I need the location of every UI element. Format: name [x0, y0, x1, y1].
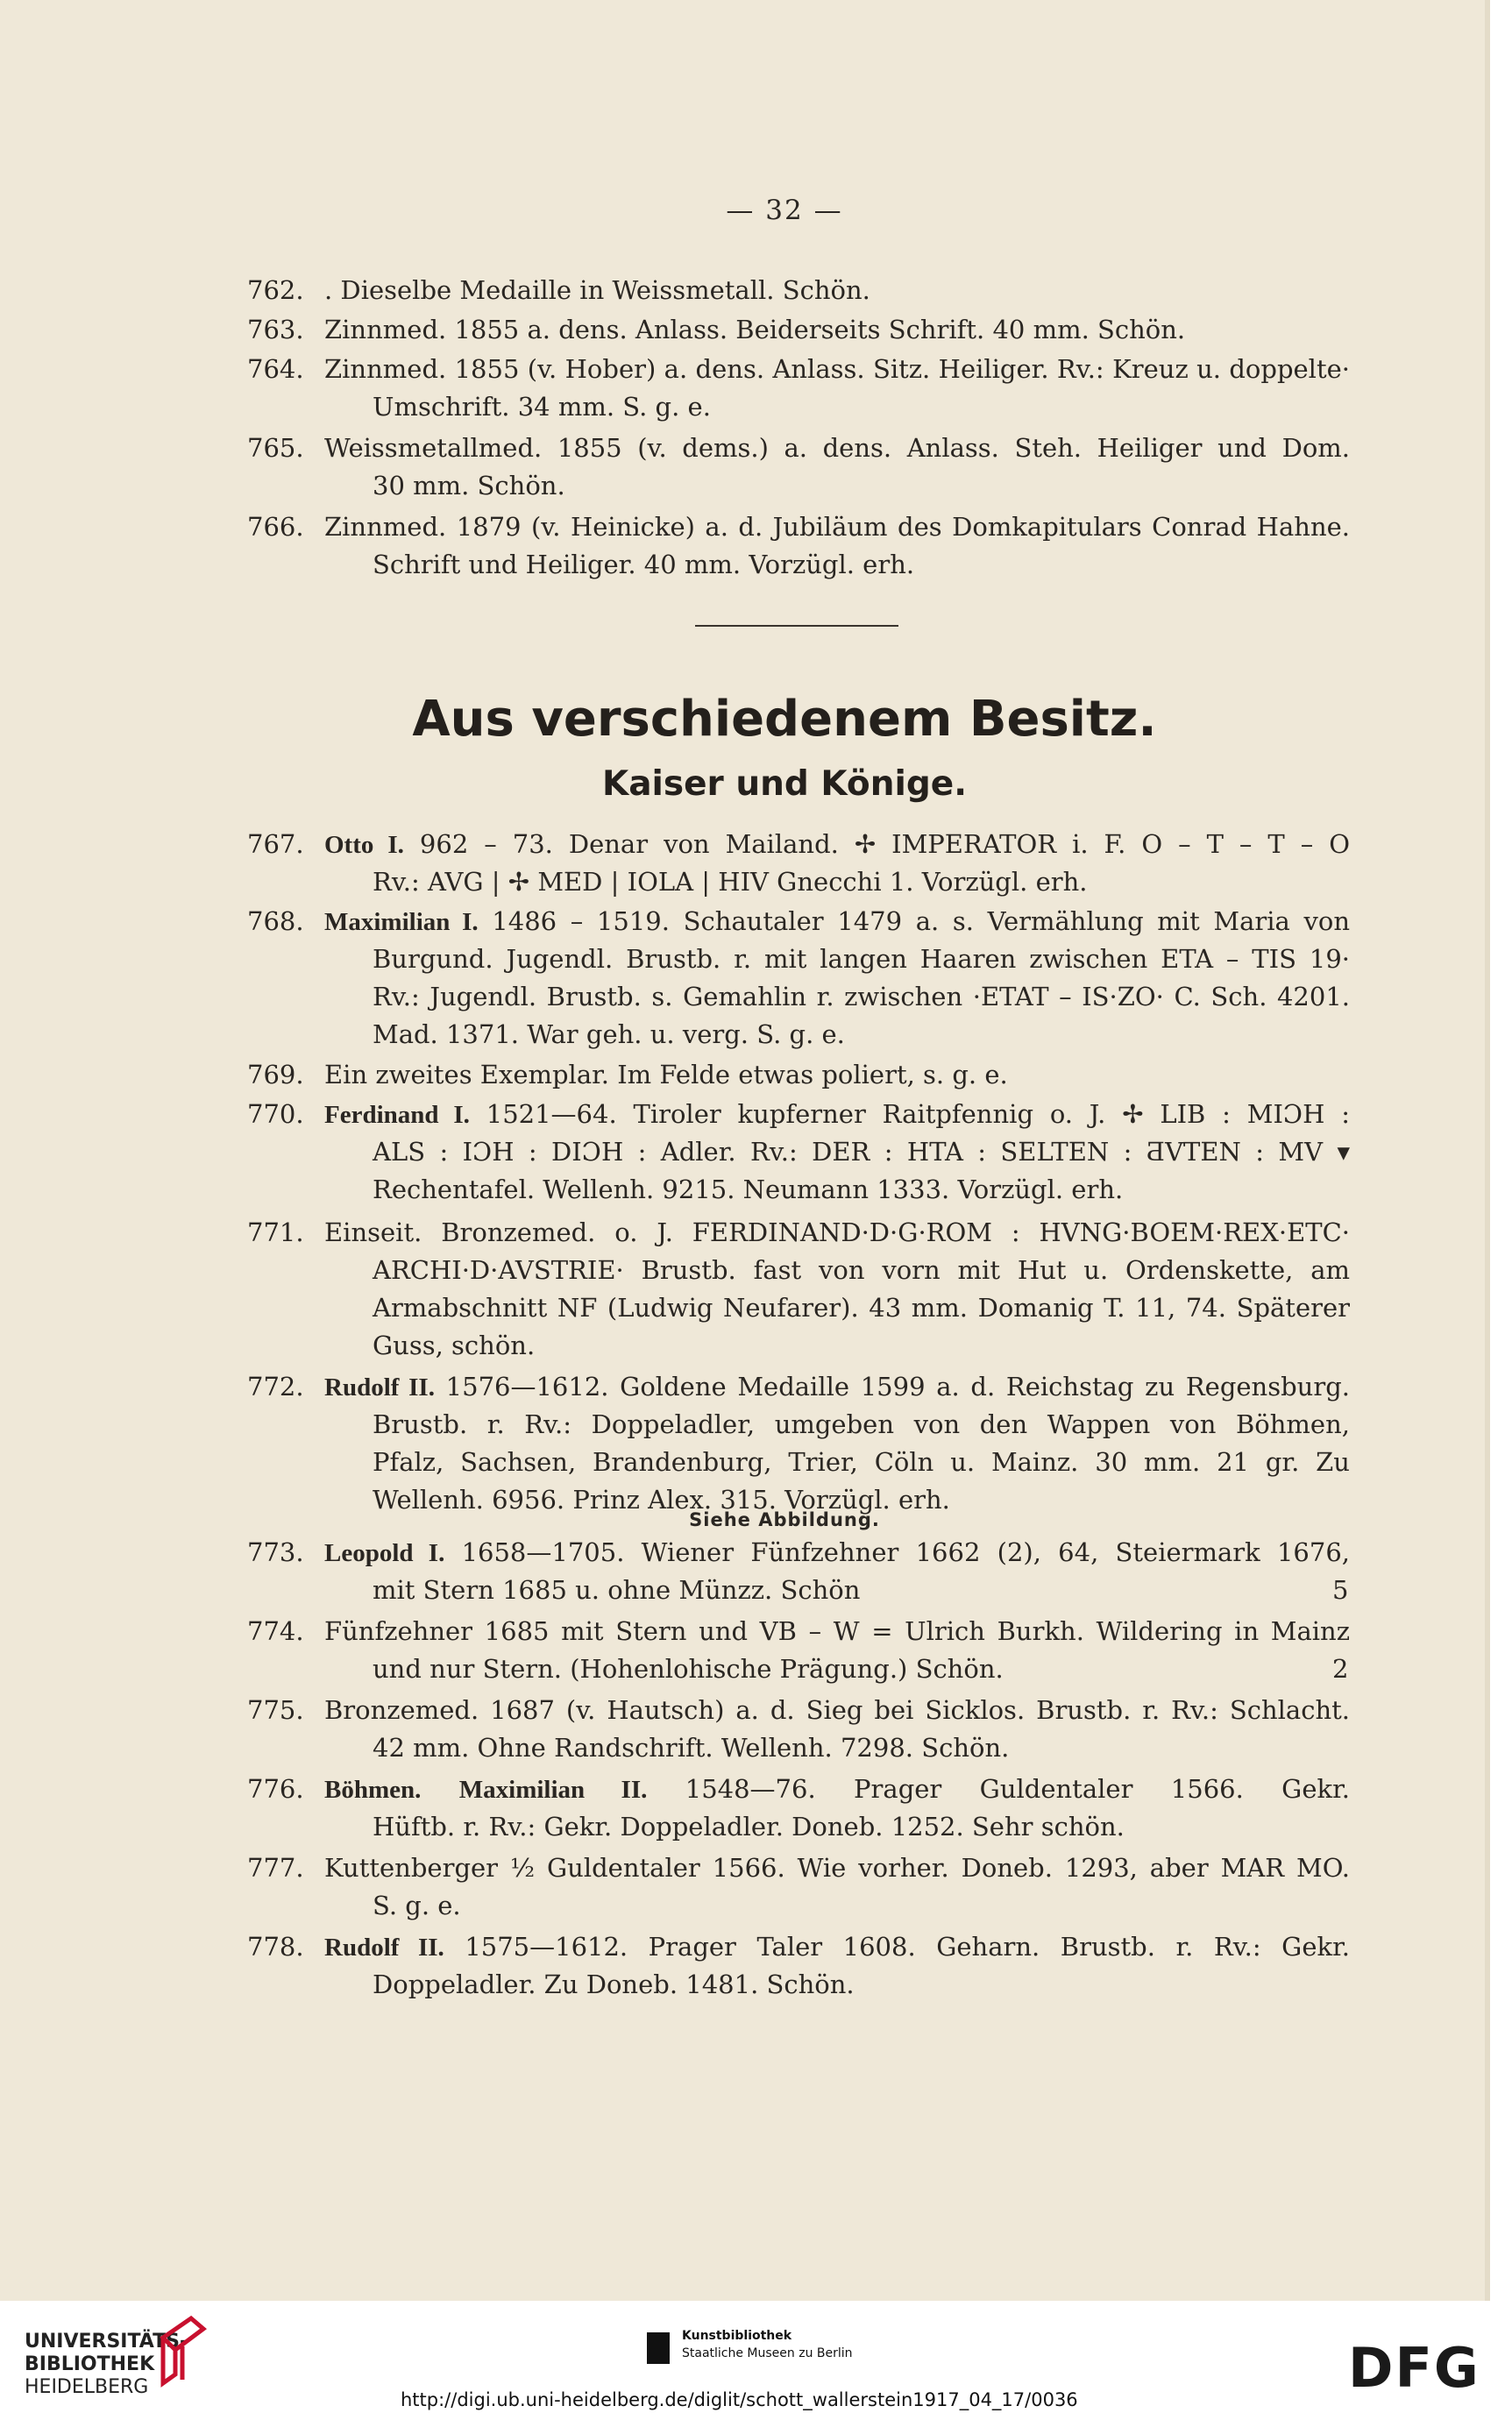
- entry-text: Zinnmed. 1855 a. dens. Anlass. Beiderseits Schrift. 40 mm. Schön.: [324, 315, 1186, 344]
- entry-text: Kuttenberger ½ Guldentaler 1566. Wie vorher. Doneb. 1293, aber MAR MO.: [324, 1853, 1350, 1883]
- entry-text: 1575—1612. Prager Taler 1608. Geharn. Brustb. r. Rv.: Gekr.: [444, 1932, 1350, 1962]
- entry-number: 778.: [247, 1932, 304, 1962]
- entry-line: [373, 1966, 855, 2004]
- entry-heading: Leopold I.: [324, 1539, 445, 1567]
- entry-line: [373, 978, 1350, 1016]
- entry-heading: Böhmen.: [324, 1776, 422, 1804]
- entry-number: 775.: [247, 1695, 304, 1725]
- entry-line: [373, 1171, 1123, 1209]
- entry-number: 768.: [247, 906, 304, 936]
- entry-line: [373, 388, 711, 426]
- entry-line: [373, 940, 1350, 978]
- library-logo-icon: [156, 2311, 209, 2390]
- entry-text: mit Stern 1685 u. ohne Münzz. Schön: [373, 1575, 861, 1605]
- entry-text: 1486 – 1519. Schautaler 1479 a. s. Vermählung mit Maria von: [478, 906, 1350, 936]
- entry-text: Einseit. Bronzemed. o. J. FERDINAND·D·G·ROM : HVNG·BOEM·REX·ETC·: [324, 1217, 1350, 1247]
- kunstbibliothek-logo-text: [682, 2327, 853, 2362]
- footer-bar: [0, 2301, 1512, 2413]
- page-number: — 32 —: [726, 195, 843, 226]
- entry-heading: Rudolf II.: [324, 1934, 444, 1962]
- entry-line: [324, 903, 1350, 941]
- entry-number: 769.: [247, 1060, 304, 1089]
- entry-line: [373, 1650, 1004, 1688]
- entry-text: Fünfzehner 1685 mit Stern und VB – W = Ulrich Burkh. Wildering in Mainz: [324, 1616, 1350, 1646]
- entry-heading: Otto I.: [324, 831, 404, 859]
- entry-line: [324, 508, 1350, 546]
- entry-number: 771.: [247, 1217, 304, 1247]
- entry-text: Zinnmed. 1879 (v. Heinicke) a. d. Jubiläum des Domkapitulars Conrad Hahne.: [324, 512, 1350, 542]
- entry-heading: Rudolf II.: [324, 1373, 435, 1402]
- entry-text: Hüftb. r. Rv.: Gekr. Doppeladler. Doneb. 1252. Sehr schön.: [373, 1812, 1125, 1842]
- entry-text: 1658—1705. Wiener Fünfzehner 1662 (2), 64, Steiermark 1676,: [444, 1537, 1350, 1567]
- entry-line: [373, 1729, 1009, 1767]
- entry-text: 1548—76. Prager Guldentaler 1566. Gekr.: [647, 1774, 1350, 1804]
- section-title: Aus verschiedenem Besitz.: [412, 691, 1157, 748]
- entry-text: Guss, schön.: [373, 1331, 536, 1360]
- entry-text: Umschrift. 34 mm. S. g. e.: [373, 392, 711, 422]
- entry-text: ARCHI·D·AVSTRIE· Brustb. fast von vorn mit Hut u. Ordenskette, am: [373, 1255, 1350, 1285]
- entry-line: [324, 1214, 1350, 1252]
- entry-number: 765.: [247, 433, 304, 463]
- entry-text: und nur Stern. (Hohenlohische Prägung.) Schön.: [373, 1654, 1004, 1684]
- entry-line: [373, 1016, 845, 1054]
- library-name-line2: BIBLIOTHEK: [25, 2353, 155, 2375]
- entry-text: Rv.: AVG | ✢ MED | IOLA | HIV Gnecchi 1. Vorzügl. erh.: [373, 867, 1088, 897]
- section-subtitle: Kaiser und Könige.: [601, 764, 968, 804]
- entry-number: 770.: [247, 1099, 304, 1129]
- entry-line: [324, 1613, 1350, 1650]
- entry-number: 767.: [247, 829, 304, 859]
- entry-line: [373, 1572, 860, 1609]
- entry-subheading: Maximilian II.: [458, 1776, 648, 1804]
- entry-line: [373, 1133, 1350, 1171]
- entry-line: [373, 863, 1087, 901]
- entry-text: Bronzemed. 1687 (v. Hautsch) a. d. Sieg bei Sicklos. Brustb. r. Rv.: Schlacht.: [324, 1695, 1350, 1725]
- entry-line: [324, 1692, 1350, 1729]
- entry-number: 763.: [247, 315, 304, 344]
- entry-lot-count: 5: [1332, 1575, 1349, 1605]
- entry-text: Rv.: Jugendl. Brustb. s. Gemahlin r. zwischen ·ETAT – IS·ZO· C. Sch. 4201.: [373, 982, 1350, 1011]
- kb-line2: Staatliche Museen zu Berlin: [682, 2346, 853, 2360]
- permalink-url[interactable]: http://digi.ub.uni-heidelberg.de/diglit/schott_wallerstein1917_04_17/0036: [401, 2389, 1078, 2410]
- entry-text: 42 mm. Ohne Randschrift. Wellenh. 7298. Schön.: [373, 1733, 1010, 1763]
- entry-number: 774.: [247, 1616, 304, 1646]
- entry-line: [373, 1406, 1350, 1444]
- entry-text: Brustb. r. Rv.: Doppeladler, umgeben von den Wappen von Böhmen,: [373, 1409, 1350, 1439]
- entry-line: [324, 1368, 1350, 1407]
- entry-number: 776.: [247, 1774, 304, 1804]
- entry-line: [324, 272, 870, 309]
- entry-line: [324, 1056, 1008, 1094]
- entry-text: Ein zweites Exemplar. Im Felde etwas poliert, s. g. e.: [324, 1060, 1008, 1089]
- entry-line: [373, 1887, 461, 1925]
- entry-number: 766.: [247, 512, 304, 542]
- section-divider: [695, 625, 898, 627]
- illustration-caption: Siehe Abbildung.: [689, 1509, 880, 1530]
- entry-line: [373, 467, 565, 505]
- entry-line: [324, 429, 1350, 467]
- entry-text: S. g. e.: [373, 1891, 461, 1920]
- entry-line: [324, 1849, 1350, 1887]
- library-name-line1: UNIVERSITÄTS-: [25, 2331, 188, 2353]
- entry-text: 962 – 73. Denar von Mailand. ✢ IMPERATOR i. F. O – T – T – O: [403, 829, 1350, 859]
- entry-number: 762.: [247, 275, 304, 305]
- library-name-line3: HEIDELBERG: [25, 2376, 149, 2398]
- entry-lot-count: 2: [1332, 1654, 1349, 1684]
- entry-text: Schrift und Heiliger. 40 mm. Vorzügl. erh.: [373, 550, 915, 579]
- kunstbibliothek-logo-icon: [647, 2332, 670, 2364]
- entry-text: Weissmetallmed. 1855 (v. dems.) a. dens. Anlass. Steh. Heiliger und Dom.: [324, 433, 1350, 463]
- entry-text: Rechentafel. Wellenh. 9215. Neumann 1333. Vorzügl. erh.: [373, 1175, 1124, 1204]
- entry-heading: Ferdinand I.: [324, 1101, 470, 1129]
- entry-number: 772.: [247, 1372, 304, 1402]
- entry-line: [324, 826, 1350, 864]
- entry-number: 773.: [247, 1537, 304, 1567]
- entry-text: Wellenh. 6956. Prinz Alex. 315. Vorzügl. erh.: [373, 1485, 950, 1515]
- entry-text: Zinnmed. 1855 (v. Hober) a. dens. Anlass. Sitz. Heiliger. Rv.: Kreuz u. doppelte·: [324, 354, 1350, 384]
- entry-line: [324, 1096, 1350, 1134]
- entry-line: [324, 311, 1185, 349]
- entry-heading: Maximilian I.: [324, 908, 479, 936]
- entry-line: [324, 1771, 1350, 1809]
- entry-line: [324, 351, 1350, 388]
- entry-line: [373, 1444, 1350, 1481]
- entry-number: 764.: [247, 354, 304, 384]
- entry-text: Doppeladler. Zu Doneb. 1481. Schön.: [373, 1969, 855, 1999]
- entry-line: [324, 1534, 1350, 1572]
- entry-text: Pfalz, Sachsen, Brandenburg, Trier, Cöln u. Mainz. 30 mm. 21 gr. Zu: [373, 1447, 1350, 1477]
- entry-text: 1521—64. Tiroler kupferner Raitpfennig o. J. ✢ LIB : MIƆH :: [469, 1099, 1350, 1129]
- entry-number: 777.: [247, 1853, 304, 1883]
- dfg-logo: DFG: [1348, 2336, 1480, 2400]
- kb-line1: Kunstbibliothek: [682, 2329, 792, 2343]
- entry-text: . Dieselbe Medaille in Weissmetall. Schön.: [324, 275, 870, 305]
- entry-line: [373, 1289, 1350, 1327]
- entry-line: [373, 1252, 1350, 1289]
- entry-text: 30 mm. Schön.: [373, 471, 565, 500]
- entry-line: [373, 1327, 535, 1365]
- entry-line: [324, 1928, 1350, 1967]
- entry-line: [373, 1808, 1125, 1846]
- entry-text: 1576—1612. Goldene Medaille 1599 a. d. Reichstag zu Regensburg.: [434, 1372, 1350, 1402]
- entry-line: [373, 546, 914, 584]
- entry-text: ALS : IƆH : DIƆH : Adler. Rv.: DER : HTA : SELTEN : ƋVTEN : MV ▾: [373, 1137, 1350, 1167]
- entry-text: Armabschnitt NF (Ludwig Neufarer). 43 mm. Domanig T. 11, 74. Späterer: [373, 1293, 1350, 1323]
- entry-text: Mad. 1371. War geh. u. verg. S. g. e.: [373, 1019, 845, 1049]
- entry-text: Burgund. Jugendl. Brustb. r. mit langen Haaren zwischen ETA – TIS 19·: [373, 944, 1350, 974]
